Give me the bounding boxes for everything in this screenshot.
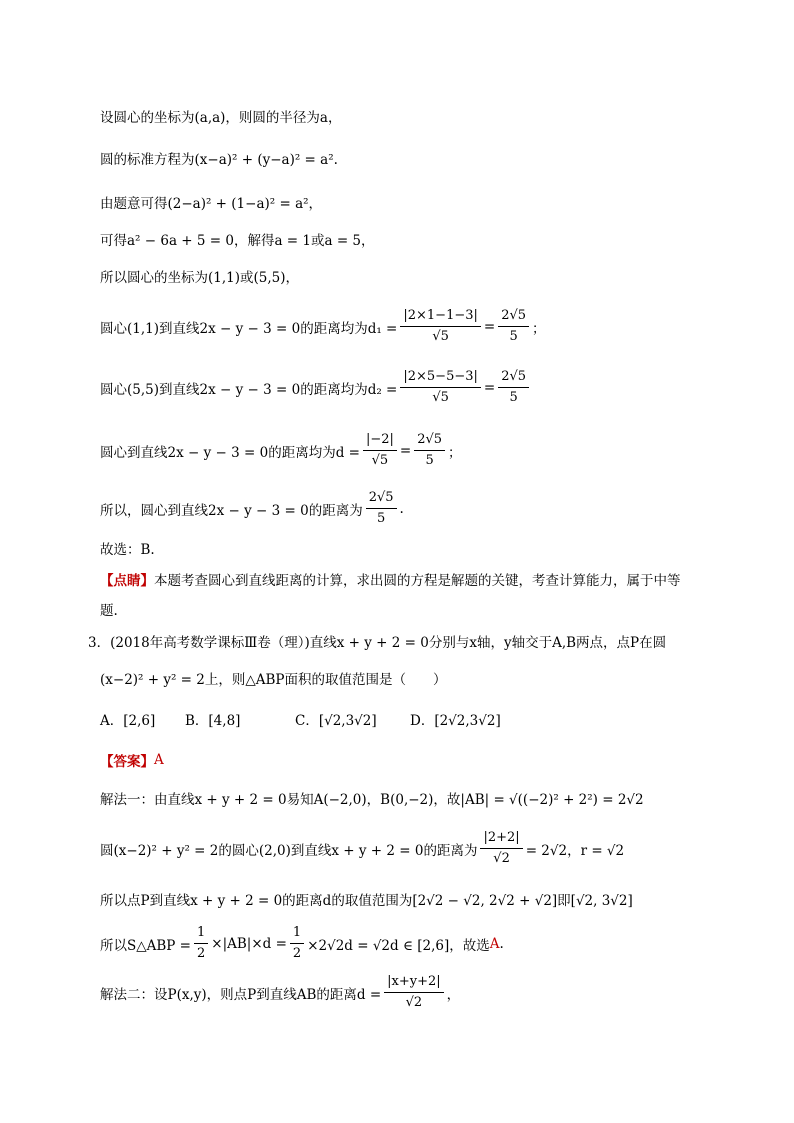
denominator: √5 <box>432 329 449 344</box>
text-pre: 解法二：设P(x,y)，则点P到直线AB的距离d = <box>100 986 382 1003</box>
fraction <box>414 432 445 469</box>
method-1-line-2 <box>100 830 624 867</box>
text-pre: 圆心(1,1)到直线2x − y − 3 = 0的距离均为d₁ = <box>100 320 398 337</box>
text: 由题意可得(2−a)² + (1−a)² = a²， <box>100 196 323 212</box>
numerator: |−2| <box>363 432 397 451</box>
solution-line-5 <box>100 266 299 286</box>
fraction <box>498 308 529 345</box>
solution-line-1 <box>100 106 341 126</box>
numerator: 2√5 <box>366 490 397 509</box>
text-post: . <box>399 500 404 517</box>
solution-line-6 <box>100 308 546 345</box>
comment-text: 本题考查圆心到直线距离的计算，求出圆的方程是解题的关键，考查计算能力，属于中等 <box>154 573 681 589</box>
numerator: 2√5 <box>414 432 445 451</box>
text: 题. <box>100 603 118 619</box>
text-end: . <box>499 935 504 952</box>
fraction <box>400 308 481 345</box>
fraction <box>363 432 397 469</box>
text-pre: 圆心(5,5)到直线2x − y − 3 = 0的距离均为d₂ = <box>100 381 398 398</box>
option-a: A．[2,6] <box>100 713 156 729</box>
solution-line-7 <box>100 369 532 406</box>
fraction <box>498 369 529 406</box>
text: 故选：B. <box>100 542 155 558</box>
solution-line-10 <box>100 538 155 558</box>
text-post: ×2√2d = √2d ∈ [2,6]，故选 <box>307 937 490 954</box>
solution-line-9 <box>100 490 404 527</box>
text: 设圆心的坐标为(a,a)，则圆的半径为a， <box>100 110 342 126</box>
option-d: D．[2√2,3√2] <box>410 713 501 729</box>
method-1-line-1 <box>100 788 644 808</box>
fraction <box>194 925 208 962</box>
denominator: 5 <box>509 390 518 405</box>
denominator: √5 <box>371 453 389 468</box>
question-text: (x−2)² + y² = 2上，则△ABP面积的取值范围是（ ） <box>100 672 447 688</box>
numerator: 1 <box>290 925 304 944</box>
denominator: √2 <box>493 851 510 866</box>
text: 解法一：由直线x + y + 2 = 0易知A(−2,0)，B(0,−2)，故|AB| = √((−2)² + 2²) = 2√2 <box>100 792 644 808</box>
solution-line-4 <box>100 229 375 249</box>
method-1-line-3 <box>100 889 633 909</box>
text: 所以点P到直线x + y + 2 = 0的距离d的取值范围为[2√2 − √2, 2√2 + √2]即[√2, 3√2] <box>100 893 633 909</box>
comment-tag: 【点睛】 <box>100 573 154 589</box>
text-post: = 2√2，r = √2 <box>525 842 625 859</box>
text: 可得a² − 6a + 5 = 0，解得a = 1或a = 5， <box>100 233 375 249</box>
fraction <box>400 369 481 406</box>
comment-line <box>100 569 681 589</box>
text-post: ； <box>448 444 462 461</box>
options-row <box>100 709 530 729</box>
answer-tag: 【答案】 <box>100 754 154 770</box>
denominator: 5 <box>425 453 434 468</box>
numerator: 2√5 <box>498 369 529 388</box>
numerator: 2√5 <box>498 308 529 327</box>
text: 所以圆心的坐标为(1,1)或(5,5)， <box>100 270 300 286</box>
equals: = <box>483 318 496 335</box>
text-post: ， <box>446 986 461 1003</box>
numerator: |2+2| <box>480 830 522 849</box>
denominator: 5 <box>509 329 518 344</box>
question-text: 3．(2018年高考数学课标Ⅲ卷（理）)直线x + y + 2 = 0分别与x轴，y轴交于A,B两点，点P在圆 <box>88 635 667 651</box>
text-pre: 圆心到直线2x − y − 3 = 0的距离均为d = <box>100 444 360 461</box>
solution-line-2 <box>100 148 338 168</box>
solution-line-3 <box>100 192 322 212</box>
denominator: 2 <box>292 946 302 961</box>
fraction <box>384 974 444 1011</box>
answer-value: A <box>154 752 164 768</box>
numerator: 1 <box>194 925 208 944</box>
method-2-line-1 <box>100 974 460 1011</box>
fraction <box>290 925 304 962</box>
denominator: 5 <box>376 511 386 526</box>
numerator: |2×5−5−3| <box>400 369 481 388</box>
answer-line <box>100 750 164 770</box>
numerator: |2×1−1−3| <box>400 308 481 327</box>
fraction <box>480 830 522 867</box>
denominator: 2 <box>197 946 206 961</box>
solution-line-8 <box>100 432 462 469</box>
equals: = <box>483 379 496 396</box>
question-3-line-2 <box>100 668 447 688</box>
answer-choice: A <box>489 935 500 952</box>
text-pre: 圆(x−2)² + y² = 2的圆心(2,0)到直线x + y + 2 = 0的距离为 <box>100 842 478 859</box>
equals: = <box>399 442 412 459</box>
text-mid: ×|AB|×d = <box>211 935 287 952</box>
text-pre: 所以，圆心到直线2x − y − 3 = 0的距离为 <box>100 502 363 519</box>
option-b: B．[4,8] <box>185 713 241 729</box>
comment-line-2 <box>100 599 118 619</box>
numerator: |x+y+2| <box>384 974 444 993</box>
text: 圆的标准方程为(x−a)² + (y−a)² = a². <box>100 152 338 168</box>
method-1-line-4 <box>100 925 504 962</box>
option-c: C．[√2,3√2] <box>295 713 377 729</box>
denominator: √5 <box>432 390 449 405</box>
text-post: ； <box>532 320 546 337</box>
denominator: √2 <box>405 995 423 1010</box>
fraction <box>366 490 397 527</box>
text-pre: 所以S△ABP = <box>100 937 191 954</box>
question-3-line-1 <box>88 631 666 651</box>
